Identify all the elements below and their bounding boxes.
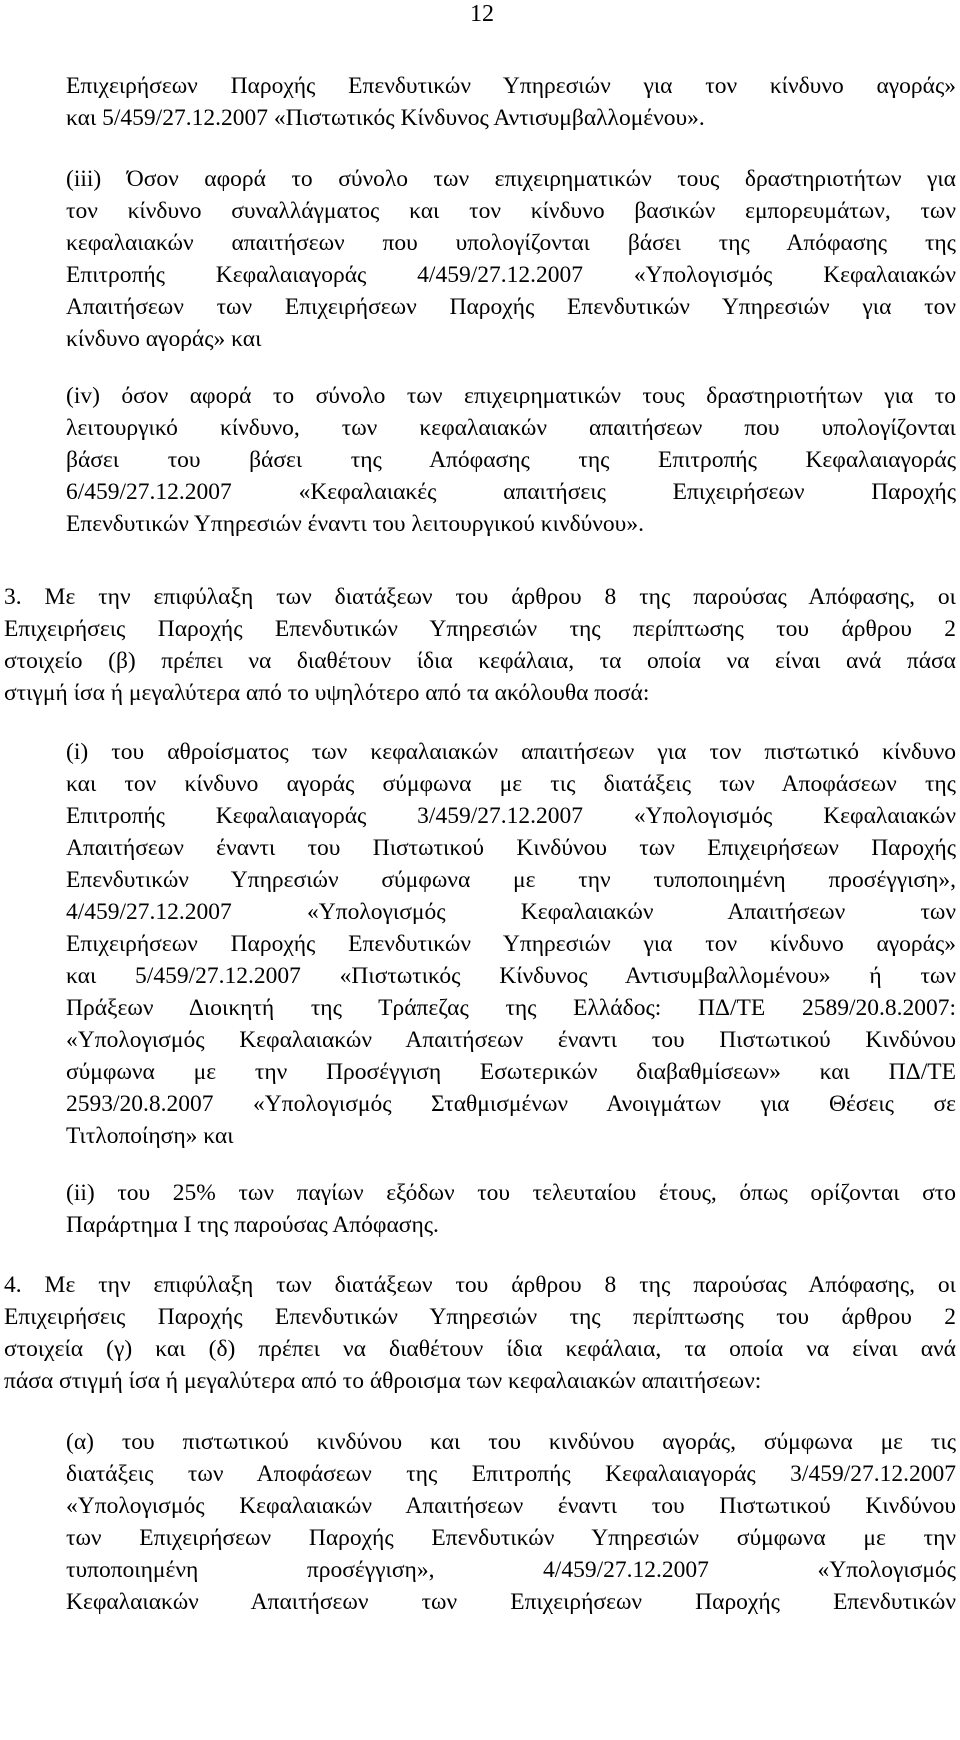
- text-line: Απαιτήσεων έναντι του Πιστωτικού Κινδύνου των Επιχειρήσεων Παροχής: [66, 835, 956, 861]
- text-line: Επιτροπής Κεφαλαιαγοράς 4/459/27.12.2007 «Υπολογισμός Κεφαλαιακών: [66, 262, 956, 288]
- text-line: (α) του πιστωτικού κινδύνου και του κινδύνου αγοράς, σύμφωνα με τις: [66, 1429, 956, 1455]
- text-line: των Επιχειρήσεων Παροχής Επενδυτικών Υπηρεσιών σύμφωνα με την: [66, 1525, 956, 1551]
- text-line: Επιτροπής Κεφαλαιαγοράς 3/459/27.12.2007 «Υπολογισμός Κεφαλαιακών: [66, 803, 956, 829]
- text-line: «Υπολογισμός Κεφαλαιακών Απαιτήσεων έναντι του Πιστωτικού Κινδύνου: [66, 1493, 956, 1519]
- text-line: πάσα στιγμή ίσα ή μεγαλύτερα από το άθροισμα των κεφαλαιακών απαιτήσεων:: [4, 1368, 762, 1394]
- text-line: διατάξεις των Αποφάσεων της Επιτροπής Κεφαλαιαγοράς 3/459/27.12.2007: [66, 1461, 956, 1487]
- text-line: στιγμή ίσα ή μεγαλύτερα από το υψηλότερο από τα ακόλουθα ποσά:: [4, 680, 650, 706]
- text-line: Παράρτημα Ι της παρούσας Απόφασης.: [66, 1212, 439, 1238]
- text-line: 4/459/27.12.2007 «Υπολογισμός Κεφαλαιακών Απαιτήσεων των: [66, 899, 956, 925]
- text-line: 6/459/27.12.2007 «Κεφαλαιακές απαιτήσεις Επιχειρήσεων Παροχής: [66, 479, 956, 505]
- text-line: κίνδυνο αγοράς» και: [66, 326, 262, 352]
- text-line: Επενδυτικών Υπηρεσιών έναντι του λειτουργικού κινδύνου».: [66, 511, 644, 537]
- text-line: τον κίνδυνο συναλλάγματος και τον κίνδυνο βασικών εμπορευμάτων, των: [66, 198, 956, 224]
- text-line: Επιχειρήσεων Παροχής Επενδυτικών Υπηρεσιών για τον κίνδυνο αγοράς»: [66, 931, 956, 957]
- text-line: 2593/20.8.2007 «Υπολογισμός Σταθμισμένων Ανοιγμάτων για Θέσεις σε: [66, 1091, 956, 1117]
- text-line: Επιχειρήσεις Παροχής Επενδυτικών Υπηρεσιών της περίπτωσης του άρθρου 2: [4, 616, 956, 642]
- text-line: Επιχειρήσεις Παροχής Επενδυτικών Υπηρεσιών της περίπτωσης του άρθρου 2: [4, 1304, 956, 1330]
- text-line: 3. Με την επιφύλαξη των διατάξεων του άρθρου 8 της παρούσας Απόφασης, οι: [4, 584, 956, 610]
- text-line: «Υπολογισμός Κεφαλαιακών Απαιτήσεων έναντι του Πιστωτικού Κινδύνου: [66, 1027, 956, 1053]
- text-line: βάσει του βάσει της Απόφασης της Επιτροπής Κεφαλαιαγοράς: [66, 447, 956, 473]
- text-line: (ii) του 25% των παγίων εξόδων του τελευταίου έτους, όπως ορίζονται στο: [66, 1180, 956, 1206]
- text-line: 4. Με την επιφύλαξη των διατάξεων του άρθρου 8 της παρούσας Απόφασης, οι: [4, 1272, 956, 1298]
- text-line: (i) του αθροίσματος των κεφαλαιακών απαιτήσεων για τον πιστωτικό κίνδυνο: [66, 739, 956, 765]
- text-line: κεφαλαιακών απαιτήσεων που υπολογίζονται βάσει της Απόφασης της: [66, 230, 956, 256]
- text-line: λειτουργικό κίνδυνο, των κεφαλαιακών απαιτήσεων που υπολογίζονται: [66, 415, 956, 441]
- text-line: Κεφαλαιακών Απαιτήσεων των Επιχειρήσεων Παροχής Επενδυτικών: [66, 1589, 956, 1615]
- text-line: (iv) όσον αφορά το σύνολο των επιχειρηματικών τους δραστηριοτήτων για το: [66, 383, 956, 409]
- text-line: τυποποιημένη προσέγγιση», 4/459/27.12.2007 «Υπολογισμός: [66, 1557, 956, 1583]
- text-line: Πράξεων Διοικητή της Τράπεζας της Ελλάδος: ΠΔ/ΤΕ 2589/20.8.2007:: [66, 995, 956, 1021]
- text-line: Επενδυτικών Υπηρεσιών σύμφωνα με την τυποποιημένη προσέγγιση»,: [66, 867, 956, 893]
- text-line: στοιχείο (β) πρέπει να διαθέτουν ίδια κεφάλαια, τα οποία να είναι ανά πάσα: [4, 648, 956, 674]
- text-line: Επιχειρήσεων Παροχής Επενδυτικών Υπηρεσιών για τον κίνδυνο αγοράς»: [66, 73, 956, 99]
- text-line: και τον κίνδυνο αγοράς σύμφωνα με τις διατάξεις των Αποφάσεων της: [66, 771, 956, 797]
- text-line: Τιτλοποίηση» και: [66, 1123, 234, 1149]
- text-line: Απαιτήσεων των Επιχειρήσεων Παροχής Επενδυτικών Υπηρεσιών για τον: [66, 294, 956, 320]
- page-number: 12: [470, 1, 494, 27]
- text-line: στοιχεία (γ) και (δ) πρέπει να διαθέτουν ίδια κεφάλαια, τα οποία να είναι ανά: [4, 1336, 956, 1362]
- text-line: και 5/459/27.12.2007 «Πιστωτικός Κίνδυνος Αντισυμβαλλομένου».: [66, 105, 705, 131]
- text-line: σύμφωνα με την Προσέγγιση Εσωτερικών διαβαθμίσεων» και ΠΔ/ΤΕ: [66, 1059, 956, 1085]
- text-line: (iii) Όσον αφορά το σύνολο των επιχειρηματικών τους δραστηριοτήτων για: [66, 166, 956, 192]
- text-line: και 5/459/27.12.2007 «Πιστωτικός Κίνδυνος Αντισυμβαλλομένου» ή των: [66, 963, 956, 989]
